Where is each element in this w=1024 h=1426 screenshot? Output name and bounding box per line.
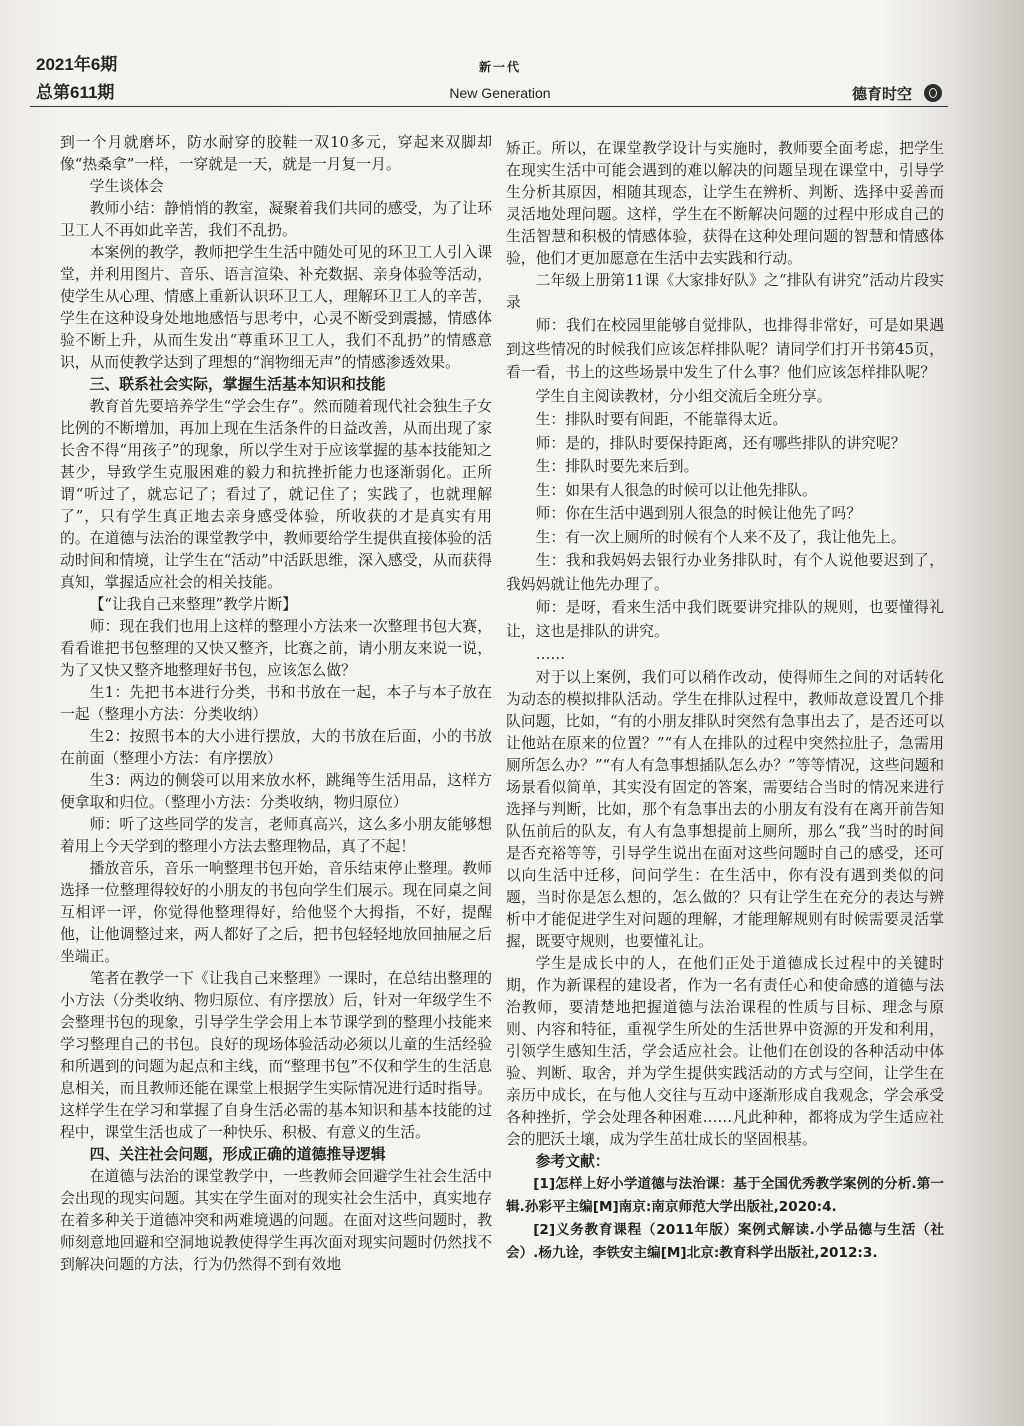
paragraph: 在道德与法治的课堂教学中，一些教师会回避学生社会生活中会出现的现实问题。其实在学生面对的现实社会生活中，真实地存在着多种关于道德冲突和两难境遇的问题。在面对这些问题时，教师刻意地回避和空洞地说教使得学生再次面对现实问题时仍然找不到解决问题的方法，行为仍然得不到有效地 — [60, 1168, 492, 1273]
circled-badge-icon — [924, 84, 942, 102]
reference-item: [1]怎样上好小学道德与法治课：基于全国优秀教学案例的分析.第一辑.孙彩平主编[M]南京:南京师范大学出版社,2020:4. — [506, 1175, 944, 1215]
paragraph: 教育首先要培养学生“学会生存”。然而随着现代社会独生子女比例的不断增加，再加上现在生活条件的日益改善，从而出现了家长舍不得“用孩子”的现象，所以学生对于应该掌握的基本技能知之甚少，导致学生克服困难的毅力和抗挫折能力也逐渐弱化。正所谓“听过了，就忘记了；看过了，就记住了；实践了，也就理解了”，只有学生真正地去亲身感受体验，所收获的才是真实有用的。在道德与法治的课堂教学中，教师要给学生提供直接体验的活动时间和情境，让学生在“活动”中活跃思维，深入感受，从而获得真知，掌握适应社会的相关技能。 — [60, 398, 492, 591]
reference-item: [2]义务教育课程（2011年版）案例式解读.小学品德与生活（社会）.杨九诠，李铁安主编[M]北京:教育科学出版社,2012:3. — [506, 1221, 944, 1261]
paragraph: 学生谈体会 — [89, 178, 164, 195]
dialogue-line: 生2：按照书本的大小进行摆放，大的书放在后面，小的书放在前面（整理小方法：有序摆放） — [60, 728, 492, 767]
references-heading: 参考文献： — [535, 1152, 610, 1170]
dialogue-line: 师：是呀，看来生活中我们既要讲究排队的规则，也要懂得礼让，这也是排队的讲究。 — [506, 599, 944, 640]
paragraph: 矫正。所以，在课堂教学设计与实施时，教师要全面考虑，把学生在现实生活中可能会遇到的难以解决的问题呈现在课堂中，引导学生分析其原因，相随其现态，让学生在辨析、判断、选择中妥善而灵活地处理问题。这样，学生在不断解决问题的过程中形成自己的生活智慧和积极的情感体验，获得在这种处理问题的智慧和情感体验，他们才更加愿意在生活中去实践和行动。 — [506, 140, 944, 267]
paragraph: 笔者在教学一下《让我自己来整理》一课时，在总结出整理的小方法（分类收纳、物归原位、有序摆放）后，针对一年级学生不会整理书包的现象，引导学生学会用上本节课学到的整理小技能来学习整理自己的书包。良好的现场体验活动必须以儿童的生活经验和所遇到的问题为起点和主线，而“整理书包”不仅和学生的生活息息相关，而且教师还能在课堂上根据学生实际情况进行适时指导。这样学生在学习和掌握了自身生活必需的基本知识和基本技能的过程中，课堂生活也成了一种快乐、积极、有意义的生活。 — [60, 970, 492, 1141]
dialogue-line: 生3：两边的侧袋可以用来放水杯，跳绳等生活用品，这样方便拿取和归位。（整理小方法：分类收纳，物归原位） — [60, 772, 492, 811]
dialogue-line: 师：我们在校园里能够自觉排队，也排得非常好，可是如果遇到这些情况的时候我们应该怎样排队呢？请同学们打开书第45页，看一看，书上的这些场景中发生了什么事？他们应该怎样排队呢？ — [506, 317, 944, 381]
paragraph: 对于以上案例，我们可以稍作改动，使得师生之间的对话转化为动态的模拟排队活动。学生在排队过程中，教师故意设置几个排队问题，比如，“有的小朋友排队时突然有急事出去了，是否还可以让他站在原来的位置？”“有人在排队的过程中突然拉肚子，急需用厕所怎么办？”“有人有急事想插队怎么办？”等等情况，这些问题和场景看似简单，其实没有固定的答案，需要结合当时的情况来进行选择与判断，比如，那个有急事出去的小朋友有没有在离开前告知队伍前后的队友，有人有急事想提前上厕所，那么“我”当时的时间是否充裕等等，引导学生说出在面对这些问题时自己的感受，还可以向生活中迁移，问问学生：在生活中，你有没有遇到类似的问题，当时你是怎么想的，怎么做的？只有让学生在充分的表达与辨析中才能促进学生对问题的理解，才能理解规则有时候需要灵活掌握，既要守规则，也要懂礼让。 — [506, 668, 944, 950]
total-issue-number: 总第611期 — [36, 83, 115, 102]
section-title: 德育时空 — [852, 85, 913, 103]
dialogue-line: 生：排队时要先来后到。 — [535, 458, 699, 475]
dialogue-line: 师：现在我们也用上这样的整理小方法来一次整理书包大赛，看看谁把书包整理的又快又整齐，比赛之前，请小朋友来说一说，为了又快又整齐地整理好书包，应该怎么做？ — [60, 618, 492, 679]
paragraph: 播放音乐，音乐一响整理书包开始，音乐结束停止整理。教师选择一位整理得较好的小朋友的书包向学生们展示。现在同桌之间互相评一评，你觉得他整理得好，给他竖个大拇指，不好，提醒他，让他调整过来，两人都好了之后，把书包轻轻地放回抽屉之后坐端正。 — [60, 860, 492, 965]
paragraph: 教师小结：静悄悄的教室，凝聚着我们共同的感受，为了让环卫工人不再如此辛苦，我们不乱扔。 — [60, 200, 492, 239]
excerpt-title: 【“让我自己来整理”教学片断】 — [89, 596, 298, 613]
dialogue-line: 师：是的，排队时要保持距离，还有哪些排队的讲究呢？ — [535, 434, 906, 452]
dialogue-line: 师：听了这些同学的发言，老师真高兴，这么多小朋友能够想着用上今天学到的整理小方法去整理物品，真了不起！ — [60, 816, 492, 855]
dialogue-line: 生：我和我妈妈去银行办业务排队时，有个人说他要迟到了，我妈妈就让他先办理了。 — [506, 552, 944, 593]
excerpt-title: 二年级上册第11课《大家排好队》之“排队有讲究”活动片段实录 — [506, 272, 944, 311]
dialogue-line: 生：有一次上厕所的时候有个人来不及了，我让他先上。 — [535, 528, 906, 546]
section-heading: 四、关注社会问题，形成正确的道德推导逻辑 — [89, 1146, 386, 1163]
dialogue-line: 学生自主阅读教材，分小组交流后全班分享。 — [535, 387, 832, 405]
paragraph: 学生是成长中的人，在他们正处于道德成长过程中的关键时期，作为新课程的建设者，作为一名有责任心和使命感的道德与法治教师，要清楚地把握道德与法治课程的性质与目标、理念与原则、内容和特征，重视学生所处的生活世界中资源的开发和利用，引领学生感知生活，学会适应社会。让他们在创设的各种活动中体验、判断、取舍，并为学生提供实践活动的方式与空间，让学生在亲历中成长，在与他人交往与互动中逐渐形成自我观念，学会承受各种挫折，学会处理各种困难……凡此种种，都将成为学生适应社会的肥沃土壤，成为学生茁壮成长的坚固根基。 — [506, 954, 944, 1148]
issue-number: 2021年6期 — [36, 55, 118, 74]
dialogue-line: 生：如果有人很急的时候可以让他先排队。 — [535, 481, 817, 499]
dialogue-line: 师：你在生活中遇到别人很急的时候让他先了吗？ — [535, 505, 862, 522]
dialogue-line: 生1：先把书本进行分类，书和书放在一起，本子与本子放在一起（整理小方法：分类收纳） — [60, 684, 492, 723]
header-divider — [30, 106, 948, 107]
paragraph: 本案例的教学，教师把学生生活中随处可见的环卫工人引入课堂，并利用图片、音乐、语言渲染、补充数据、亲身体验等活动，使学生从心理、情感上重新认识环卫工人，理解环卫工人的辛苦，学生在这种设身处地地感悟与思考中，心灵不断受到震撼，情感体验不断上升，从而生发出“尊重环卫工人，我们不乱扔”的情感意识，从而使教学达到了理想的“润物细无声”的情感渗透效果。 — [60, 244, 492, 371]
masthead-english: New Generation — [449, 85, 551, 101]
section-heading: 三、联系社会实际，掌握生活基本知识和技能 — [89, 376, 386, 393]
paragraph: 到一个月就磨坏，防水耐穿的胶鞋一双10多元，穿起来双脚却像“热桑拿”一样，一穿就是一天，就是一月复一月。 — [60, 134, 492, 173]
masthead-chinese: 新一代 — [478, 60, 521, 74]
ellipsis: …… — [535, 646, 566, 663]
dialogue-line: 生：排队时要有间距，不能靠得太近。 — [535, 411, 788, 428]
left-column — [60, 132, 492, 1372]
right-column — [506, 138, 944, 1378]
